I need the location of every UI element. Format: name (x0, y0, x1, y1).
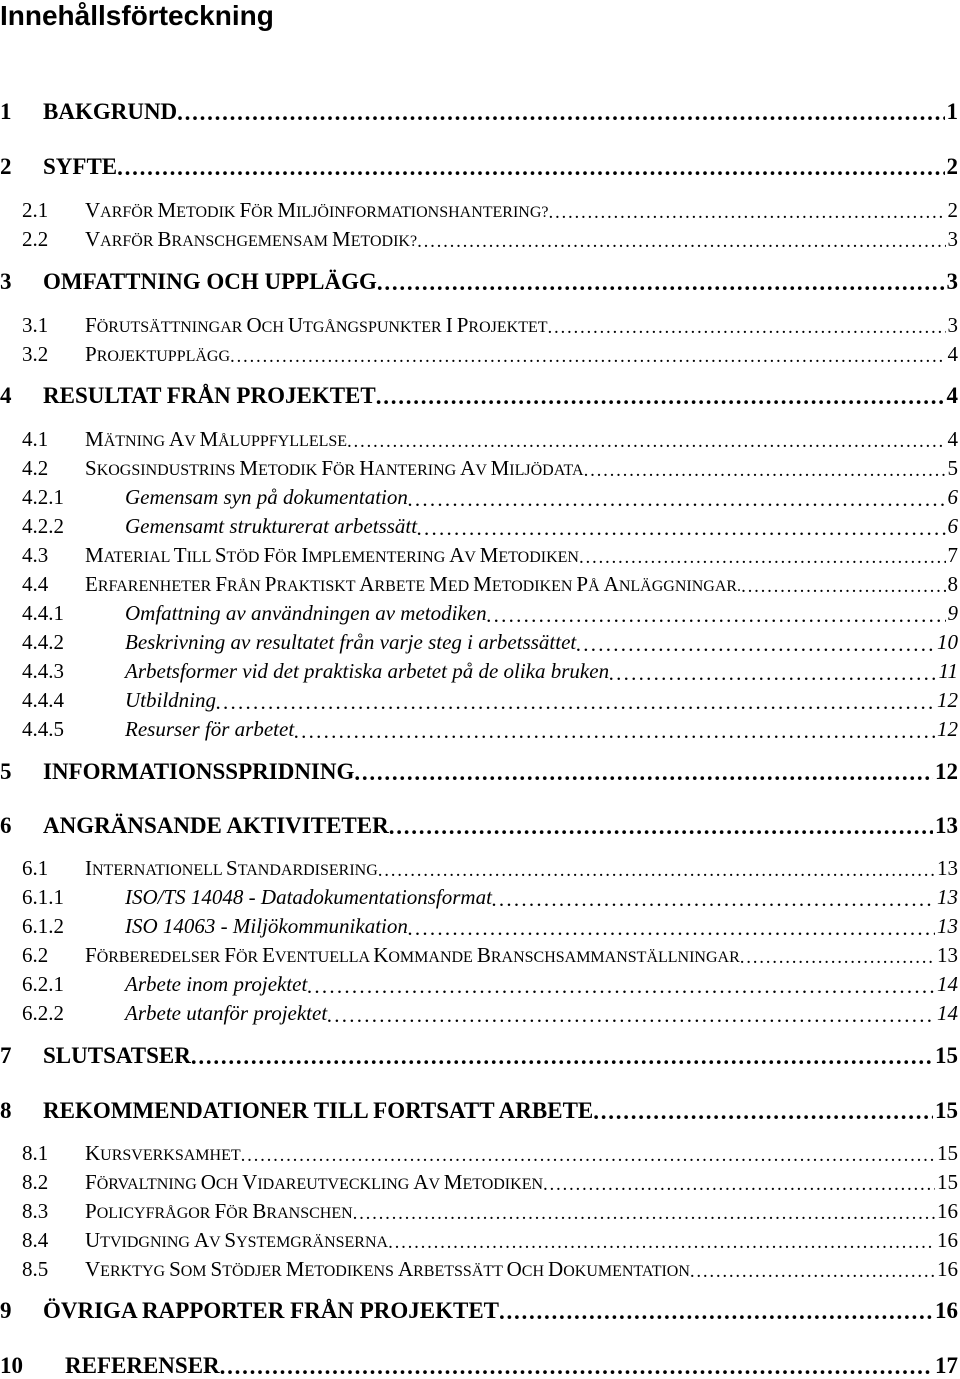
toc-entry-page-number: 15 (935, 1098, 958, 1123)
toc-entry-page-number: 10 (937, 630, 958, 654)
toc-entry-title: ISO 14063 - Miljökommunikation (125, 914, 408, 938)
toc-entry-number: 4.2 (22, 456, 49, 480)
toc-entry-page-number: 5 (947, 456, 958, 480)
toc-entry-title: VARFÖR METODIK FÖR MILJÖINFORMATIONSHANTERING? (85, 198, 549, 222)
toc-entry-number: 2 (0, 154, 12, 179)
toc-entry-page-number: 13 (935, 813, 958, 838)
toc-entry-number: 6.1.1 (22, 885, 64, 909)
toc-entry-number: 3 (0, 269, 12, 294)
toc-entry-page-number: 11 (938, 659, 958, 683)
toc-entry-number: 6.1 (22, 856, 49, 880)
toc-leader-dots (241, 1145, 935, 1166)
toc-entry[interactable] (0, 969, 958, 997)
toc-entry-page-number: 13 (937, 885, 958, 909)
toc-entry-page-number: 12 (935, 759, 958, 784)
toc-entry-title: UTVIDGNING AV SYSTEMGRÄNSERNA (85, 1228, 389, 1252)
toc-entry[interactable] (0, 540, 958, 568)
toc-leader-dots (417, 516, 945, 539)
toc-leader-dots (408, 487, 946, 510)
toc-entry-title: VERKTYG SOM STÖDJER METODIKENS ARBETSSÄTT OCH DOKUMENTATION (85, 1257, 690, 1281)
toc-entry-title: Gemensam syn på dokumentation (125, 485, 408, 509)
toc-leader-dots (327, 1003, 935, 1026)
toc-leader-dots (740, 947, 935, 968)
toc-entry-title: FÖRUTSÄTTNINGAR OCH UTGÅNGSPUNKTER I PROJEKTET (85, 313, 548, 337)
toc-leader-dots (230, 346, 945, 367)
toc-entry-number: 6 (0, 813, 12, 838)
toc-entry-page-number: 16 (937, 1199, 958, 1223)
toc-leader-dots (690, 1261, 935, 1282)
toc-entry-number: 4.1 (22, 427, 49, 451)
toc-entry-number: 8 (0, 1098, 12, 1123)
toc-entry-page-number: 15 (937, 1170, 958, 1194)
toc-entry-page-number: 7 (947, 543, 958, 567)
toc-entry-page-number: 3 (947, 227, 958, 251)
toc-entry-page-number: 15 (935, 1043, 958, 1068)
toc-entry-page-number: 1 (946, 99, 958, 124)
toc-entry-title: OMFATTNING OCH UPPLÄGG (43, 269, 377, 294)
toc-leader-dots (388, 1232, 935, 1253)
toc-entry[interactable] (0, 882, 958, 910)
toc-entry[interactable] (0, 911, 958, 939)
toc-leader-dots (177, 100, 944, 125)
toc-entry-number: 6.2.1 (22, 972, 64, 996)
toc-entry-number: 3.1 (22, 313, 49, 337)
toc-entry-page-number: 14 (937, 972, 958, 996)
toc-leader-dots (584, 460, 946, 481)
toc-entry-title: Gemensamt strukturerat arbetssätt (125, 514, 418, 538)
toc-entry[interactable] (0, 1096, 958, 1124)
toc-entry-number: 4.4.5 (22, 717, 64, 741)
toc-entry-title: PROJEKTUPPLÄGG (85, 342, 231, 366)
toc-entry[interactable] (0, 97, 958, 125)
toc-entry-page-number: 14 (937, 1001, 958, 1025)
toc-entry-number: 10 (0, 1353, 23, 1378)
toc-entry[interactable] (0, 381, 958, 409)
toc-entry-title: FÖRBEREDELSER FÖR EVENTUELLA KOMMANDE BRANSCHSAMMANSTÄLLNINGAR (85, 943, 740, 967)
toc-entry[interactable] (0, 811, 958, 839)
toc-entry-title: REFERENSER (65, 1353, 220, 1378)
toc-entry[interactable] (0, 511, 958, 539)
toc-entry-page-number: 2 (947, 198, 958, 222)
toc-entry-title: Arbete utanför projektet (125, 1001, 328, 1025)
toc-entry-title: SYFTE (43, 154, 118, 179)
toc-leader-dots (294, 719, 935, 742)
toc-leader-dots (378, 860, 935, 881)
toc-entry-page-number: 13 (937, 943, 958, 967)
toc-leader-dots (579, 547, 946, 568)
toc-entry-title: INTERNATIONELL STANDARDISERING (85, 856, 378, 880)
toc-entry-number: 8.3 (22, 1199, 49, 1223)
toc-entry-number: 8.5 (22, 1257, 49, 1281)
toc-entry-title: POLICYFRÅGOR FÖR BRANSCHEN (85, 1199, 353, 1223)
toc-entry-page-number: 9 (947, 601, 958, 625)
toc-entry[interactable] (0, 1225, 958, 1253)
toc-leader-dots (389, 814, 933, 839)
toc-entry-page-number: 13 (937, 856, 958, 880)
toc-leader-dots (487, 603, 946, 626)
toc-entry-number: 4.3 (22, 543, 49, 567)
toc-entry-title: Beskrivning av resultatet från varje steg i arbetssättet (125, 630, 577, 654)
toc-entry[interactable] (0, 339, 958, 367)
toc-leader-dots (408, 916, 935, 939)
toc-leader-dots (220, 1354, 933, 1379)
toc-entry[interactable] (0, 569, 958, 597)
toc-leader-dots (492, 887, 935, 910)
toc-entry-number: 4.4.2 (22, 630, 64, 654)
toc-entry[interactable] (0, 195, 958, 223)
toc-leader-dots (353, 1203, 935, 1224)
toc-entry[interactable] (0, 1254, 958, 1282)
toc-entry-page-number: 15 (937, 1141, 958, 1165)
toc-entry-title: MÄTNING AV MÅLUPPFYLLELSE (85, 427, 348, 451)
toc-entry[interactable] (0, 685, 958, 713)
toc-entry[interactable] (0, 1041, 958, 1069)
toc-leader-dots (354, 760, 933, 785)
toc-entry-page-number: 4 (947, 342, 958, 366)
toc-entry-number: 5 (0, 759, 12, 784)
toc-entry-page-number: 4 (946, 383, 958, 408)
toc-entry[interactable] (0, 940, 958, 968)
toc-entry-number: 9 (0, 1298, 12, 1323)
toc-leader-dots (347, 431, 945, 452)
toc-leader-dots (117, 155, 944, 180)
toc-entry-number: 4.2.1 (22, 485, 64, 509)
toc-entry-title: REKOMMENDATIONER TILL FORTSATT ARBETE (43, 1098, 594, 1123)
toc-entry[interactable] (0, 453, 958, 481)
toc-entry[interactable] (0, 310, 958, 338)
toc-entry-number: 7 (0, 1043, 12, 1068)
toc-entry[interactable] (0, 714, 958, 742)
toc-entry-title: SKOGSINDUSTRINS METODIK FÖR HANTERING AV MILJÖDATA (85, 456, 584, 480)
toc-entry-number: 6.2.2 (22, 1001, 64, 1025)
toc-entry-title: SLUTSATSER (43, 1043, 191, 1068)
toc-entry[interactable] (0, 424, 958, 452)
toc-entry-number: 6.2 (22, 943, 49, 967)
toc-entry[interactable] (0, 224, 958, 252)
toc-entry-number: 8.1 (22, 1141, 49, 1165)
toc-entry-number: 4 (0, 383, 12, 408)
toc-leader-dots (548, 317, 946, 338)
toc-leader-dots (549, 202, 946, 223)
toc-entry[interactable] (0, 1196, 958, 1224)
toc-entry-title: Arbete inom projektet (125, 972, 308, 996)
toc-entry-title: Resurser för arbetet (125, 717, 295, 741)
toc-entry-title: FÖRVALTNING OCH VIDAREUTVECKLING AV METODIKEN (85, 1170, 544, 1194)
toc-entry-page-number: 4 (947, 427, 958, 451)
toc-entry-page-number: 16 (937, 1228, 958, 1252)
toc-entry-page-number: 12 (937, 688, 958, 712)
toc-entry[interactable] (0, 482, 958, 510)
toc-entry-number: 6.1.2 (22, 914, 64, 938)
toc-entry-title: Omfattning av användningen av metodiken (125, 601, 487, 625)
toc-entry-number: 8.2 (22, 1170, 49, 1194)
toc-leader-dots (499, 1299, 933, 1324)
toc-entry-number: 4.4.3 (22, 659, 64, 683)
toc-entry-title: BAKGRUND (43, 99, 178, 124)
toc-entry[interactable] (0, 152, 958, 180)
toc-entry-number: 4.2.2 (22, 514, 64, 538)
toc-entry-number: 2.2 (22, 227, 49, 251)
toc-entry[interactable] (0, 853, 958, 881)
toc-leader-dots (216, 690, 935, 713)
toc-leader-dots (741, 576, 945, 597)
toc-entry-number: 1 (0, 99, 12, 124)
toc-entry-page-number: 3 (946, 269, 958, 294)
toc-entry-title: MATERIAL TILL STÖD FÖR IMPLEMENTERING AV METODIKEN (85, 543, 579, 567)
toc-leader-dots (543, 1174, 935, 1195)
toc-leader-dots (191, 1044, 933, 1069)
toc-entry[interactable] (0, 757, 958, 785)
toc-entry-title: Arbetsformer vid det praktiska arbetet på de olika bruken (125, 659, 610, 683)
page-title: Innehållsförteckning (0, 0, 274, 31)
toc-entry[interactable] (0, 598, 958, 626)
toc-entry[interactable] (0, 1296, 958, 1324)
toc-entry-title: Utbildning (125, 688, 217, 712)
toc-entry[interactable] (0, 627, 958, 655)
toc-entry-page-number: 6 (947, 514, 958, 538)
toc-entry-page-number: 8 (947, 572, 958, 596)
toc-entry-page-number: 2 (946, 154, 958, 179)
toc-entry-number: 4.4.1 (22, 601, 64, 625)
toc-entry-number: 3.2 (22, 342, 49, 366)
toc-entry-page-number: 16 (937, 1257, 958, 1281)
toc-entry-page-number: 12 (937, 717, 958, 741)
toc-entry-title: ISO/TS 14048 - Datadokumentationsformat (125, 885, 492, 909)
toc-entry-number: 8.4 (22, 1228, 49, 1252)
toc-entry-number: 4.4.4 (22, 688, 64, 712)
toc-leader-dots (576, 632, 935, 655)
toc-entry-title: KURSVERKSAMHET (85, 1141, 241, 1165)
toc-entry[interactable] (0, 656, 958, 684)
toc-entry[interactable] (0, 267, 958, 295)
toc-leader-dots (609, 661, 936, 684)
toc-entry-title: VARFÖR BRANSCHGEMENSAM METODIK? (85, 227, 418, 251)
toc-leader-dots (377, 270, 945, 295)
toc-leader-dots (307, 974, 935, 997)
toc-leader-dots (376, 384, 945, 409)
toc-entry[interactable] (0, 1167, 958, 1195)
toc-entry-title: INFORMATIONSSPRIDNING (43, 759, 355, 784)
toc-entry-title: RESULTAT FRÅN PROJEKTET (43, 383, 376, 408)
toc-entry-page-number: 17 (935, 1353, 958, 1378)
toc-entry-title: ÖVRIGA RAPPORTER FRÅN PROJEKTET (43, 1298, 500, 1323)
toc-entry-page-number: 13 (937, 914, 958, 938)
toc-entry-page-number: 6 (947, 485, 958, 509)
toc-leader-dots (593, 1099, 933, 1124)
toc-entry-title: ANGRÄNSANDE AKTIVITETER (43, 813, 389, 838)
toc-leader-dots (417, 231, 945, 252)
toc-entry-number: 2.1 (22, 198, 49, 222)
toc-entry-number: 4.4 (22, 572, 49, 596)
toc-entry-page-number: 16 (935, 1298, 958, 1323)
toc-entry[interactable] (0, 1138, 958, 1166)
toc-entry[interactable] (0, 998, 958, 1026)
toc-entry-title: ERFARENHETER FRÅN PRAKTISKT ARBETE MED METODIKEN PÅ ANLÄGGNINGAR. (85, 572, 742, 596)
toc-entry-page-number: 3 (947, 313, 958, 337)
